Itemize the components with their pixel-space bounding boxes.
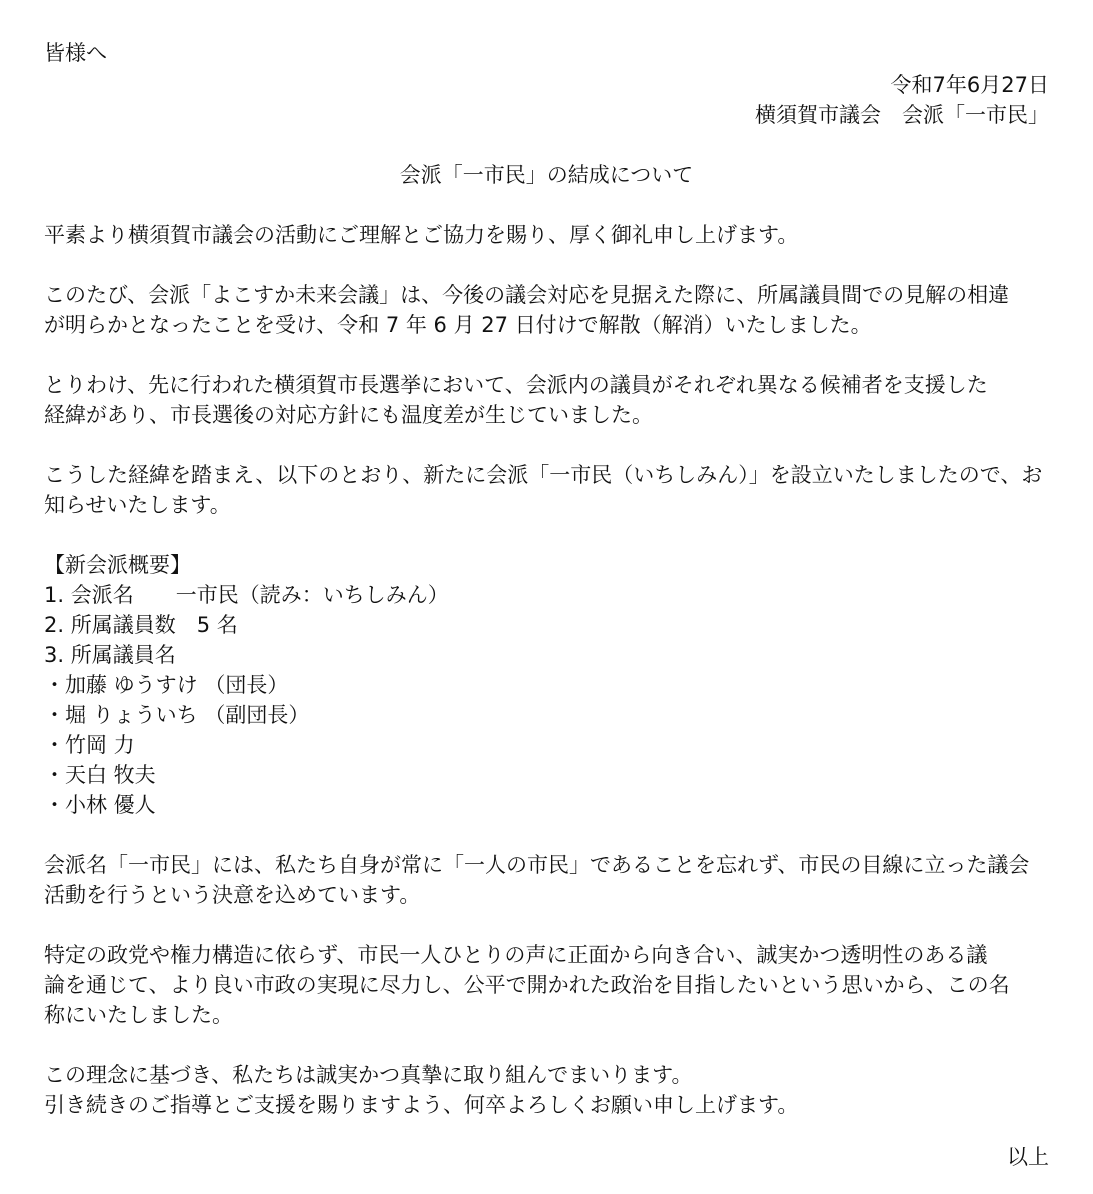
paragraph-background [44, 370, 1049, 430]
document-date: 令和7年6月27日 [890, 73, 1049, 97]
paragraph-line: 会派名「一市民」には、私たち自身が常に「一人の市民」であることを忘れず、市民の目線に立った議会 [44, 853, 1030, 877]
paragraph-line: 称にいたしました。 [44, 1003, 233, 1027]
overview-heading: 【新会派概要】 [44, 553, 191, 577]
overview-item-name: 1. 会派名 一市民（読み：いちしみん） [44, 583, 449, 607]
paragraph-line: 平素より横須賀市議会の活動にご理解とご協力を賜り、厚く御礼申し上げます。 [44, 223, 799, 247]
paragraph-commitment [44, 1060, 1049, 1120]
paragraph-line: 活動を行うという決意を込めています。 [44, 883, 421, 907]
overview-item-members: 3. 所属議員名 [44, 643, 176, 667]
paragraph-line: とりわけ、先に行われた横須賀市長選挙において、会派内の議員がそれぞれ異なる候補者を支援した [44, 373, 988, 397]
document-page [44, 38, 1049, 1120]
paragraph-name-reason [44, 940, 1049, 1030]
overview-item-count: 2. 所属議員数 5 名 [44, 613, 238, 637]
member-list-item: ・竹岡 力 [44, 733, 135, 757]
paragraph-dissolution [44, 280, 1049, 340]
member-list-item: ・小林 優人 [44, 793, 156, 817]
paragraph-line: が明らかとなったことを受け、令和 7 年 6 月 27 日付けで解散（解消）いたしました。 [44, 313, 872, 337]
paragraph-line: 経緯があり、市長選後の対応方針にも温度差が生じていました。 [44, 403, 653, 427]
overview-section [44, 550, 1049, 820]
paragraph-line: このたび、会派「よこすか未来会議」は、今後の議会対応を見据えた際に、所属議員間での見解の相違 [44, 283, 1010, 307]
document-title: 会派「一市民」の結成について [399, 163, 694, 187]
paragraph-greeting [44, 220, 1049, 250]
document-sender: 横須賀市議会 会派「一市民」 [755, 103, 1049, 127]
closing-mark: 以上 [1007, 1145, 1049, 1169]
paragraph-line: こうした経緯を踏まえ、以下のとおり、新たに会派「一市民（いちしみん）」を設立いたしましたので、お [44, 463, 1043, 487]
paragraph-line: 知らせいたします。 [44, 493, 231, 517]
member-list-item: ・天白 牧夫 [44, 763, 156, 787]
paragraph-line: 論を通じて、より良い市政の実現に尽力し、公平で開かれた政治を目指したいという思いから、この名 [44, 973, 1010, 997]
paragraph-line: 特定の政党や権力構造に依らず、市民一人ひとりの声に正面から向き合い、誠実かつ透明性のある議 [44, 943, 988, 967]
paragraph-establishment [44, 460, 1049, 520]
member-list-item: ・加藤 ゆうすけ （団長） [44, 673, 289, 697]
member-list-item: ・堀 りょういち （副団長） [44, 703, 310, 727]
paragraph-line: この理念に基づき、私たちは誠実かつ真摯に取り組んでまいります。 [44, 1063, 693, 1087]
salutation: 皆様へ [44, 41, 107, 65]
paragraph-line: 引き続きのご指導とご支援を賜りますよう、何卒よろしくお願い申し上げます。 [44, 1093, 799, 1117]
paragraph-name-meaning [44, 850, 1049, 910]
